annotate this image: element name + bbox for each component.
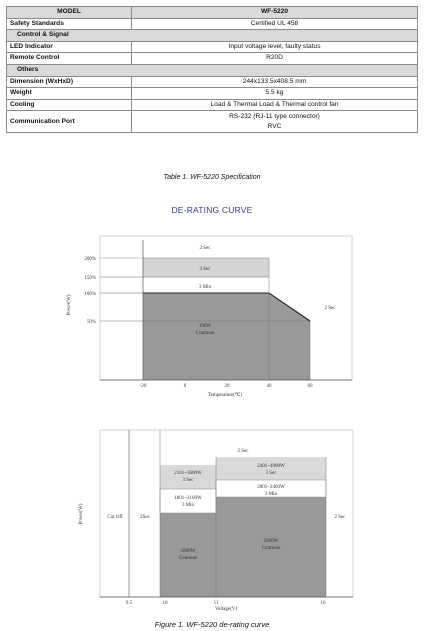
dimension-label: Dimension (WxHxD): [7, 76, 132, 88]
table-caption: Table 1. WF-5220 Specification: [163, 174, 261, 181]
section-control-title: Control & Signal: [7, 30, 418, 42]
chart2-ylabel: Power(W): [79, 503, 84, 525]
chart2-a-continue-line1: 1800W: [180, 549, 196, 554]
chart2-b-3min-line1: 2001~2400W: [257, 485, 285, 490]
dimension-value: 244x133.5x408.5 mm: [132, 76, 418, 88]
chart2-xtick-16: 16: [320, 601, 326, 606]
chart2-b-3min-line2: 3 Min: [264, 492, 278, 497]
safety-label: Safety Standards: [7, 18, 132, 30]
spec-row-cooling: [7, 99, 418, 111]
led-label: LED Indicator: [7, 41, 132, 53]
chart2-a-3min: [160, 489, 216, 513]
chart1-continue-line1: 100W: [198, 324, 212, 329]
chart2-xtick-9-5: 9.5: [125, 601, 133, 606]
comm-label: Communication Port: [7, 111, 132, 133]
chart1-xtick-neg20: -20: [139, 384, 147, 389]
chart1-xtick-40: 40: [266, 384, 272, 389]
chart1-xlabel: Temperature(℃): [207, 393, 243, 398]
chart2-xtick-11: 11: [213, 601, 219, 606]
led-value: Input voltage level, faulty status: [132, 41, 418, 53]
spec-row-comm: [7, 111, 418, 133]
spec-row-safety: [7, 18, 418, 30]
voltage-derating-chart: [0, 426, 424, 616]
chart1-xtick-0: 0: [183, 384, 187, 389]
chart1-xtick-20: 20: [224, 384, 230, 389]
remote-label: Remote Control: [7, 53, 132, 65]
chart1-label-3sec: 3 Sec: [199, 267, 211, 272]
derating-title: DE-RATING CURVE: [171, 205, 253, 215]
chart2-b-3sec-line1: 2401~4000W: [257, 464, 285, 469]
chart2-b-continue-line2: Continue: [261, 546, 281, 551]
section-others-row: [7, 64, 418, 76]
weight-label: Weight: [7, 88, 132, 100]
chart1-ytick-100: 100%: [84, 292, 96, 297]
chart1-ytick-150: 150%: [84, 276, 96, 281]
spec-row-led: [7, 41, 418, 53]
safety-value: Certified UL 458: [132, 18, 418, 30]
comm-value-line2: RVC: [267, 122, 282, 130]
chart1-ylabel: Power(W): [67, 294, 72, 316]
chart1-label-right-2sec: 2 Sec: [324, 306, 336, 311]
temperature-derating-chart: [0, 232, 424, 407]
chart2-a-3min-line2: 3 Min: [181, 503, 195, 508]
spec-row-dimension: [7, 76, 418, 88]
chart1-label-top-2sec: 2 Sec: [199, 246, 211, 251]
comm-value: [132, 111, 418, 133]
spec-row-remote: [7, 53, 418, 65]
chart1-ytick-200: 200%: [84, 257, 96, 262]
chart2-a-3sec-line2: 3 Sec: [182, 478, 194, 483]
spec-header-row: [7, 7, 418, 19]
chart1-ytick-50: 50%: [86, 320, 96, 325]
section-others-title: Others: [7, 64, 418, 76]
section-control-row: [7, 30, 418, 42]
remote-value: R20D: [132, 53, 418, 65]
chart2-a-continue: [160, 513, 216, 597]
chart2-a-3sec-line1: 2161~3600W: [174, 471, 202, 476]
chart1-continue-area: [143, 293, 310, 380]
spec-table: [6, 6, 418, 133]
spec-row-weight: [7, 88, 418, 100]
chart2-a-3min-line1: 1801~2160W: [174, 496, 202, 501]
chart2-xlabel: Voltage(V): [214, 607, 238, 612]
chart2-b-3sec-line2: 3 Sec: [265, 471, 277, 476]
comm-value-line1: RS-232 (RJ-11 type connector): [229, 112, 320, 120]
weight-value: 5.5 kg: [132, 88, 418, 100]
chart2-b-continue-line1: 2000W: [263, 539, 279, 544]
chart1-label-3min: 3 Min: [198, 285, 212, 290]
chart1-xtick-60: 60: [307, 384, 313, 389]
model-label: MODEL: [7, 7, 132, 19]
chart2-xtick-10: 10: [162, 601, 168, 606]
cooling-label: Cooling: [7, 99, 132, 111]
cooling-value: Load & Thermal Load & Thermal control fan: [132, 99, 418, 111]
chart2-top-2sec: 2 Sec: [237, 449, 249, 454]
chart1-continue-line2: Continue: [195, 331, 215, 336]
chart2-a-continue-line2: Continue: [178, 556, 198, 561]
chart2-left-2sec: 2Sec: [140, 515, 150, 520]
chart2-right-2sec: 2 Sec: [334, 515, 346, 520]
chart2-cut-off: Cut Off: [107, 515, 123, 520]
model-value: WF-5220: [132, 7, 418, 19]
figure-caption: Figure 1. WF-5220 de-rating curve: [154, 620, 270, 629]
chart2-a-3sec: [160, 465, 216, 489]
